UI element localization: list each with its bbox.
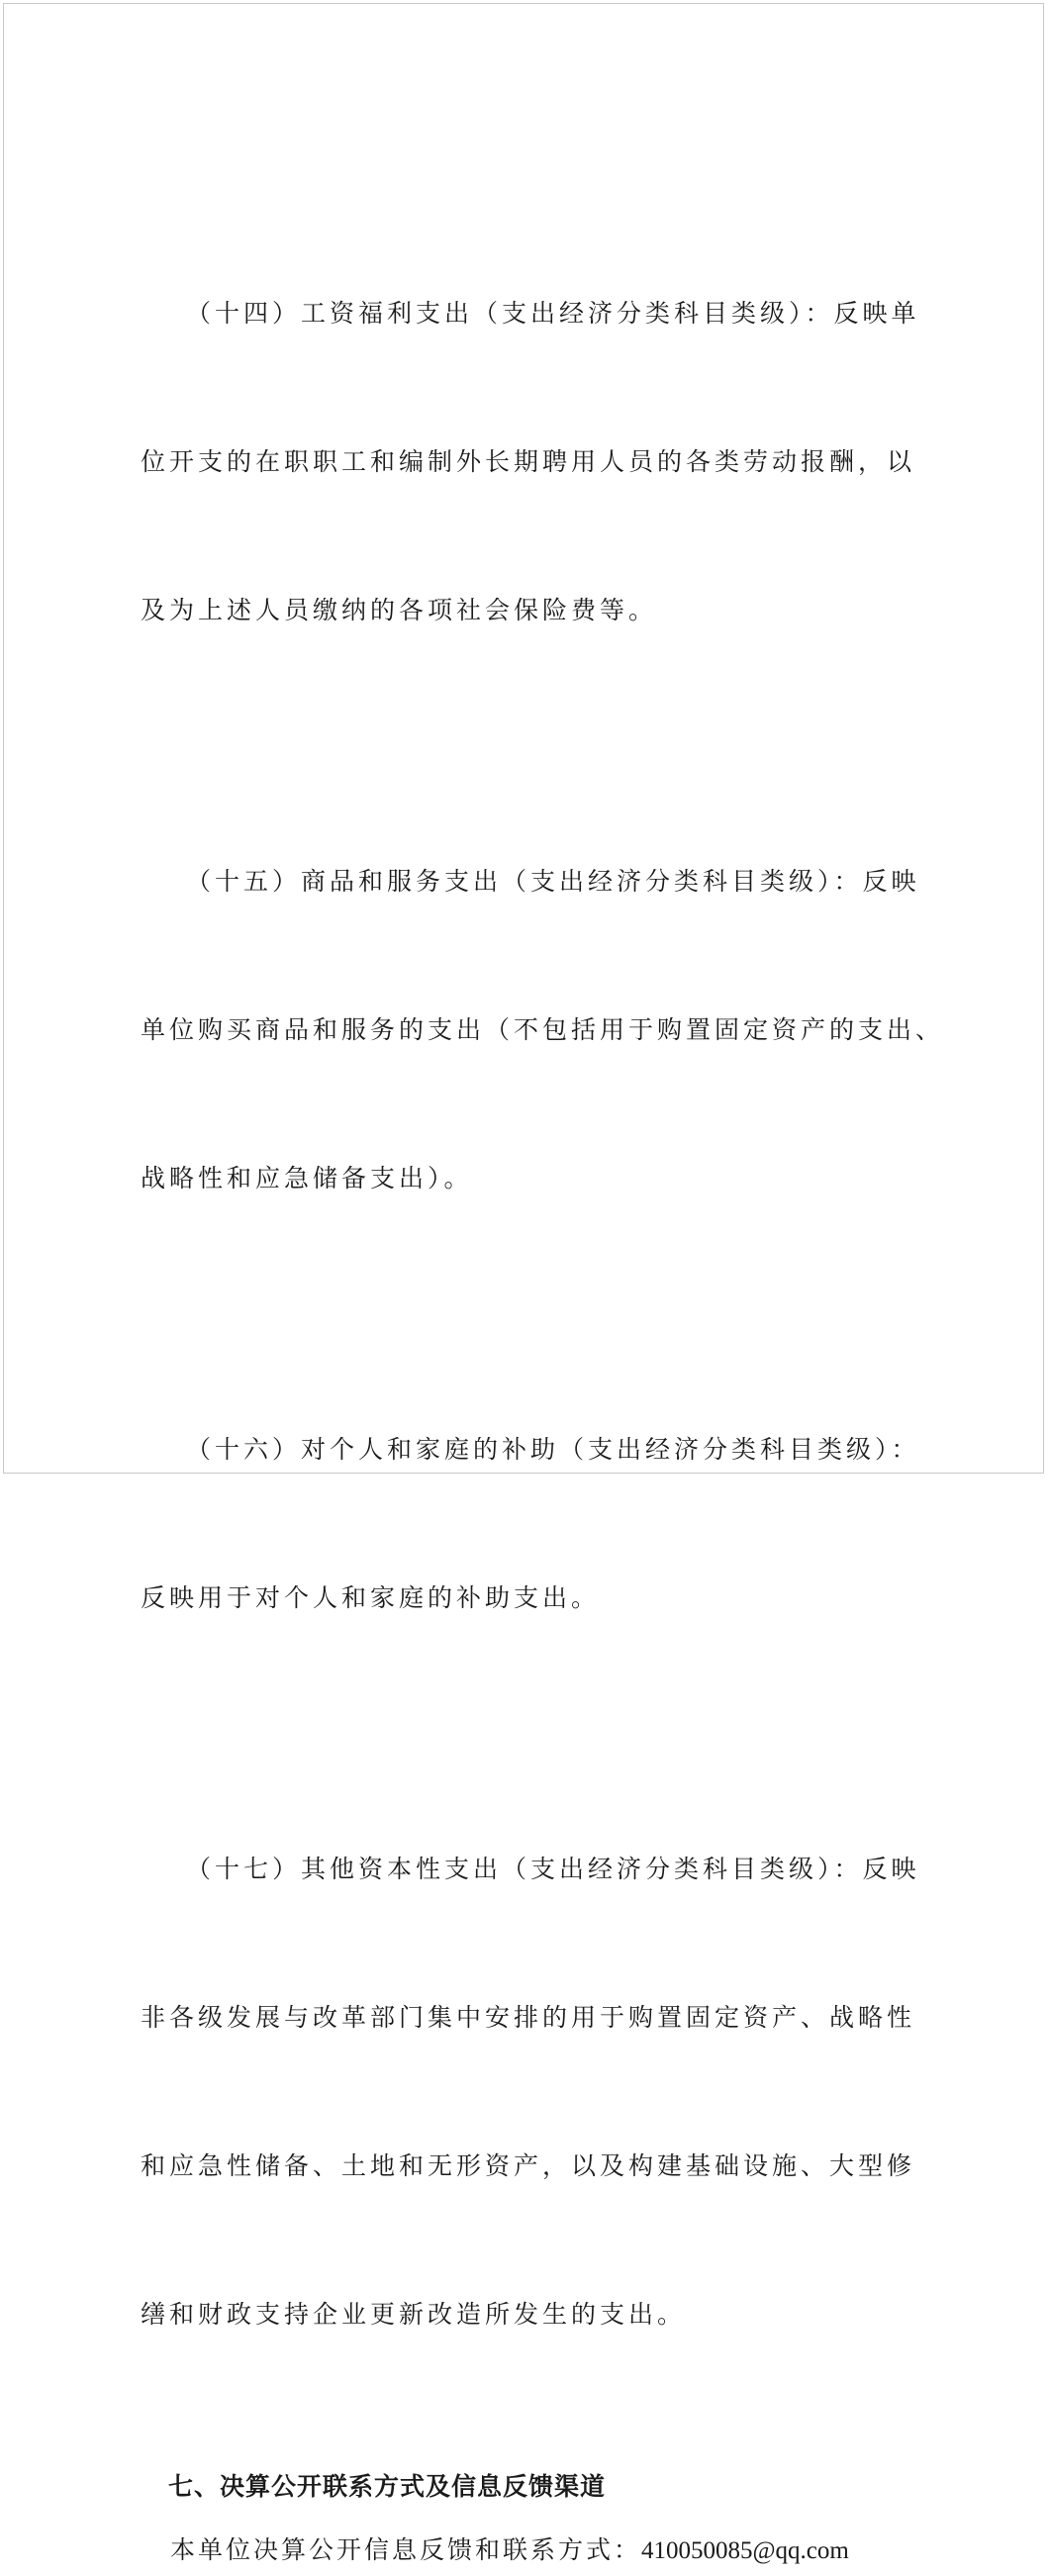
paragraph-line: （十七）其他资本性支出（支出经济分类科目类级）：反映 (186, 1855, 920, 1883)
contact-info (170, 2526, 932, 2576)
paragraph-line: （十四）工资福利支出（支出经济分类科目类级）：反映单 (186, 299, 920, 328)
contact-email: 410050085@qq.com (641, 2537, 849, 2564)
paragraph-household-subsidy (141, 1326, 932, 1722)
paragraph-line: 非各级发展与改革部门集中安排的用于购置固定资产、战略性 (141, 2003, 916, 2032)
paragraph-goods-services (141, 758, 945, 1302)
paragraph-line: 单位购买商品和服务的支出（不包括用于购置固定资产的支出、 (141, 1015, 945, 1044)
document-body (141, 190, 945, 2576)
paragraph-wage-welfare (141, 190, 932, 734)
paragraph-line: （十五）商品和服务支出（支出经济分类科目类级）：反映 (186, 867, 920, 896)
paragraph-line: 和应急性储备、土地和无形资产，以及构建基础设施、大型修 (141, 2151, 916, 2180)
contact-label: 本单位决算公开信息反馈和联系方式： (170, 2535, 642, 2564)
paragraph-line: 反映用于对个人和家庭的补助支出。 (141, 1583, 601, 1612)
paragraph-line: 及为上述人员缴纳的各项社会保险费等。 (141, 596, 658, 624)
paragraph-line: （十六）对个人和家庭的补助（支出经济分类科目类级）： (186, 1435, 920, 1464)
paragraph-capital-expenditure (141, 1746, 932, 2438)
paragraph-line: 战略性和应急储备支出）。 (141, 1164, 473, 1193)
section-heading: 七、决算公开联系方式及信息反馈渠道 (168, 2472, 607, 2501)
paragraph-line: 缮和财政支持企业更新改造所发生的支出。 (141, 2300, 687, 2329)
paragraph-line: 位开支的在职职工和编制外长期聘用人员的各类劳动报酬，以 (141, 447, 916, 476)
